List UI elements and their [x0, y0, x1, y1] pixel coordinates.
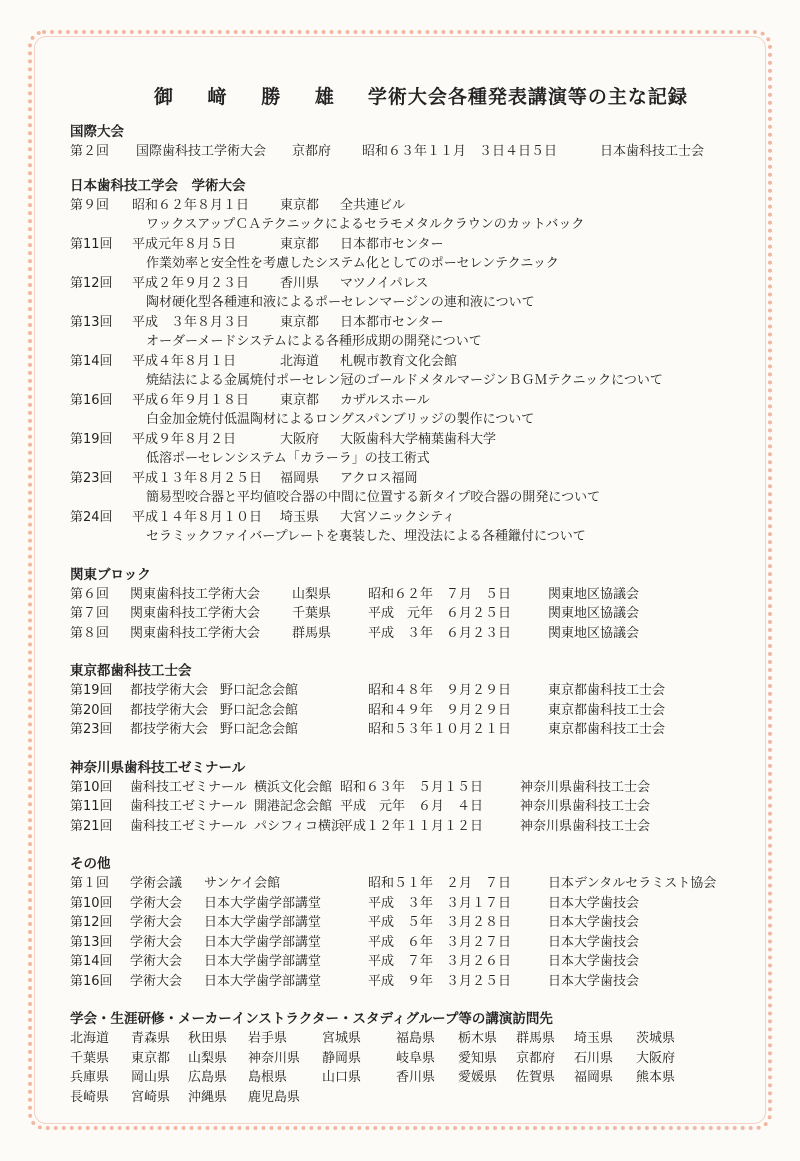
- presentation-no: 第14回: [70, 353, 113, 369]
- record-no: 第７回: [70, 606, 110, 621]
- presentation-venue: カザルスホール: [340, 392, 430, 408]
- presentation-date: 平成２年９月２３日: [132, 275, 250, 291]
- record-row: [70, 933, 750, 953]
- visited-prefecture: 岩手県: [248, 1031, 288, 1046]
- presentation-pref: 大阪府: [280, 431, 320, 447]
- visited-prefecture: 岐阜県: [396, 1050, 436, 1066]
- record-place: 千葉県: [292, 606, 332, 621]
- record-no: 第10回: [70, 779, 113, 795]
- presentation-venue: 札幌市教育文化会館: [340, 353, 458, 369]
- record-date: 昭和６２年 ７月 ５日: [368, 586, 512, 602]
- section-heading-international: 国際大会: [70, 124, 124, 140]
- record-no: 第19回: [70, 683, 113, 698]
- record-date: 平成 元年 ６月 ４日: [340, 799, 484, 814]
- record-no: 第８回: [70, 625, 110, 641]
- record-event: 都技学術大会: [130, 722, 209, 737]
- visited-prefecture: 千葉県: [70, 1050, 110, 1066]
- record-no: 第12回: [70, 915, 113, 930]
- visited-prefecture: 沖縄県: [188, 1089, 228, 1105]
- presentation-venue: 大阪歯科大学楠葉歯科大学: [340, 431, 497, 447]
- record-no: 第２回: [70, 144, 110, 159]
- record-row: [70, 913, 750, 933]
- presentation-pref: 北海道: [280, 353, 320, 369]
- presentation-row: [70, 508, 750, 528]
- record-org: 東京都歯科技工士会: [548, 702, 666, 718]
- record-date: 昭和５１年 ２月 ７日: [368, 876, 512, 891]
- record-date: 昭和６３年１１月 ３日４日５日: [362, 144, 558, 159]
- record-row: [70, 894, 750, 914]
- presentation-date: 平成元年８月５日: [132, 236, 237, 252]
- record-no: 第10回: [70, 895, 113, 911]
- visited-prefecture: 東京都: [131, 1050, 171, 1066]
- record-date: 平成１２年１１月１２日: [340, 818, 484, 834]
- presentation-pref: 東京都: [280, 392, 320, 408]
- presentation-no: 第11回: [70, 236, 113, 252]
- record-row: [70, 817, 750, 837]
- record-org: 日本大学歯技会: [548, 973, 640, 989]
- record-place: 群馬県: [292, 625, 332, 641]
- presentation-venue: 日本都市センター: [340, 314, 444, 330]
- section-heading-other: その他: [70, 856, 111, 872]
- record-org: 日本大学歯技会: [548, 954, 640, 969]
- presentation-pref: 東京都: [280, 314, 320, 330]
- record-place: 日本大学歯学部講堂: [204, 973, 322, 989]
- visit-row: [70, 1049, 750, 1069]
- presentation-no: 第12回: [70, 275, 113, 291]
- record-no: 第14回: [70, 954, 113, 969]
- section-heading-tokyo: 東京都歯科技工士会: [70, 663, 192, 679]
- record-org: 日本大学歯技会: [548, 934, 640, 950]
- record-event: 関東歯科技工学術大会: [130, 586, 261, 602]
- presentation-date: 平成 ３年８月３日: [132, 314, 250, 330]
- record-place: 山梨県: [292, 586, 332, 602]
- presentation-no: 第24回: [70, 509, 113, 525]
- visited-prefecture: 大阪府: [636, 1050, 676, 1066]
- record-date: 昭和４９年 ９月２９日: [368, 702, 512, 718]
- presentation-date: 平成６年９月１８日: [132, 392, 250, 408]
- visited-prefecture: 福島県: [396, 1031, 436, 1046]
- record-place: 日本大学歯学部講堂: [204, 895, 322, 911]
- record-place: 野口記念会館: [220, 722, 299, 737]
- record-no: 第21回: [70, 818, 113, 834]
- visited-prefecture: 静岡県: [322, 1050, 362, 1066]
- presentation-topic: 低溶ポーセレンシステム「カラーラ」の技工術式: [146, 451, 430, 466]
- presentation-date: 平成１４年８月１０日: [132, 509, 263, 525]
- record-event: 学術大会: [130, 954, 183, 969]
- record-event: 歯科技工ゼミナール: [130, 799, 247, 814]
- record-no: 第16回: [70, 973, 113, 989]
- presentation-topic: ワックスアップＣＡテクニックによるセラモメタルクラウンのカットバック: [146, 217, 585, 232]
- record-date: 昭和６３年 ５月１５日: [340, 779, 484, 795]
- visit-row: [70, 1068, 750, 1088]
- presentation-venue: 全共連ビル: [340, 197, 406, 213]
- presentation-pref: 東京都: [280, 236, 320, 252]
- record-org: 神奈川県歯科技工士会: [520, 818, 651, 834]
- presentation-date: 平成４年８月１日: [132, 353, 237, 369]
- record-org: 神奈川県歯科技工士会: [520, 779, 651, 795]
- visited-prefecture: 佐賀県: [516, 1070, 556, 1085]
- presentation-topic: 作業効率と安全性を考慮したシステム化としてのポーセレンテクニック: [146, 256, 559, 271]
- record-row: [70, 797, 750, 817]
- presentation-topic: オーダーメードシステムによる各種形成期の開発について: [146, 334, 482, 349]
- record-no: 第13回: [70, 934, 113, 950]
- record-org: 関東地区協議会: [548, 606, 640, 621]
- presentation-row: [70, 352, 750, 372]
- presentation-pref: 東京都: [280, 197, 320, 213]
- record-row: [70, 874, 750, 894]
- presentation-row: [70, 469, 750, 489]
- record-date: 平成 ７年 ３月２６日: [368, 954, 512, 969]
- visited-prefecture: 秋田県: [188, 1031, 228, 1046]
- record-place: サンケイ会館: [204, 876, 281, 891]
- record-org: 東京都歯科技工士会: [548, 722, 666, 737]
- record-event: 学術会議: [130, 876, 183, 891]
- page-title: [154, 82, 750, 118]
- record-date: 平成 元年 ６月２５日: [368, 606, 512, 621]
- section-heading-kanagawa: 神奈川県歯科技工ゼミナール: [70, 759, 246, 776]
- presentation-venue: 日本都市センター: [340, 236, 444, 252]
- record-event: 歯科技工ゼミナール: [130, 818, 247, 834]
- visited-prefecture: 宮崎県: [131, 1089, 171, 1105]
- record-event: 国際歯科技工学術大会: [136, 144, 267, 159]
- record-org: 関東地区協議会: [548, 586, 640, 602]
- presentation-pref: 埼玉県: [280, 509, 320, 525]
- record-place: 横浜文化会館: [254, 779, 333, 795]
- record-date: 平成 ３年 ６月２３日: [368, 625, 512, 641]
- record-no: 第１回: [70, 876, 110, 891]
- record-no: 第20回: [70, 702, 113, 718]
- presentation-no: 第13回: [70, 314, 113, 330]
- record-date: 平成 ３年 ３月１７日: [368, 895, 512, 911]
- title-text: 学術大会各種発表講演等の主な記録: [367, 86, 688, 108]
- presentation-no: 第16回: [70, 392, 113, 408]
- record-event: 歯科技工ゼミナール: [130, 779, 247, 795]
- presentation-pref: 福岡県: [280, 470, 320, 486]
- record-event: 学術大会: [130, 973, 183, 989]
- record-org: 日本歯科技工士会: [600, 144, 705, 159]
- record-event: 学術大会: [130, 934, 183, 950]
- presentation-row: [70, 274, 750, 294]
- document-body: [70, 82, 750, 1107]
- presentation-topic: セラミックファイバープレートを裏装した、埋没法による各種鑞付について: [146, 529, 586, 544]
- record-event: 関東歯科技工学術大会: [130, 625, 261, 641]
- visited-prefecture: 長崎県: [70, 1089, 110, 1105]
- record-event: 学術大会: [130, 895, 183, 911]
- record-row: [70, 624, 750, 644]
- record-place: 日本大学歯学部講堂: [204, 915, 322, 930]
- section-heading-jsdt: 日本歯科技工学会 学術大会: [70, 177, 246, 194]
- visit-row: [70, 1088, 750, 1108]
- presentation-topic: 焼結法による金属焼付ポーセレン冠のゴールドメタルマージンＢＧＭテクニックについて: [146, 373, 663, 388]
- presentation-date: 昭和６２年８月１日: [132, 197, 250, 213]
- visited-prefecture: 神奈川県: [248, 1050, 301, 1066]
- visited-prefecture: 愛知県: [458, 1050, 498, 1066]
- visited-prefecture: 石川県: [574, 1050, 614, 1066]
- record-event: 都技学術大会: [130, 702, 209, 718]
- visited-prefecture: 茨城県: [636, 1031, 676, 1046]
- visited-prefecture: 京都府: [516, 1050, 556, 1066]
- visited-prefecture: 鹿児島県: [248, 1089, 301, 1105]
- record-event: 学術大会: [130, 915, 183, 930]
- record-date: 平成 ６年 ３月２７日: [368, 934, 512, 950]
- visit-row: [70, 1029, 750, 1049]
- visited-prefecture: 熊本県: [636, 1070, 676, 1085]
- visited-prefecture: 島根県: [248, 1070, 288, 1085]
- visited-prefecture: 群馬県: [516, 1031, 556, 1046]
- visited-prefecture: 宮城県: [322, 1031, 362, 1046]
- record-place: 野口記念会館: [220, 702, 299, 718]
- visited-prefecture: 福岡県: [574, 1070, 614, 1085]
- record-org: 東京都歯科技工士会: [548, 683, 666, 698]
- presentation-date: 平成１３年８月２５日: [132, 470, 263, 486]
- record-no: 第11回: [70, 799, 113, 814]
- section-heading-visits: 学会・生涯研修・メーカーインストラクター・スタディグループ等の講演訪問先: [70, 1011, 553, 1027]
- record-row: [70, 585, 750, 605]
- visited-prefecture: 青森県: [131, 1031, 171, 1046]
- record-date: 平成 ９年 ３月２５日: [368, 973, 512, 989]
- record-row: [70, 972, 750, 992]
- visited-prefecture: 山梨県: [188, 1050, 228, 1066]
- visited-prefecture: 愛媛県: [458, 1070, 498, 1085]
- visited-prefecture: 山口県: [322, 1070, 362, 1085]
- presentation-venue: アクロス福岡: [340, 470, 418, 486]
- presentation-row: [70, 235, 750, 255]
- record-org: 日本大学歯技会: [548, 915, 640, 930]
- record-place: 京都府: [292, 144, 332, 159]
- visited-prefecture: 栃木県: [458, 1031, 498, 1046]
- visited-prefecture: 兵庫県: [70, 1070, 110, 1085]
- record-row: [70, 681, 750, 701]
- record-date: 平成 ５年 ３月２８日: [368, 915, 512, 930]
- presentation-topic: 白金加金焼付低温陶材によるロングスパンブリッジの製作について: [146, 412, 535, 427]
- author-name: 御 﨑 勝 雄: [154, 86, 348, 108]
- record-org: 関東地区協議会: [548, 625, 640, 641]
- presentation-topic: 簡易型咬合器と平均値咬合器の中間に位置する新タイプ咬合器の開発について: [146, 490, 601, 505]
- record-place: 野口記念会館: [220, 683, 299, 698]
- record-place: パシフィコ横浜: [254, 818, 344, 834]
- presentation-pref: 香川県: [280, 275, 320, 291]
- visited-prefecture: 埼玉県: [574, 1031, 614, 1046]
- record-no: 第６回: [70, 586, 110, 602]
- visited-prefecture: 香川県: [396, 1070, 436, 1085]
- record-place: 日本大学歯学部講堂: [204, 954, 322, 969]
- presentation-no: 第19回: [70, 431, 113, 447]
- presentation-row: [70, 391, 750, 411]
- record-row: [70, 701, 750, 721]
- presentation-venue: マツノイパレス: [340, 275, 429, 291]
- section-heading-kanto: 関東ブロック: [70, 566, 151, 583]
- visited-prefecture: 北海道: [70, 1031, 110, 1046]
- presentation-topic: 陶材硬化型各種連和液によるポーセレンマージンの連和液について: [146, 295, 535, 310]
- visited-prefecture: 岡山県: [131, 1070, 171, 1085]
- record-org: 日本大学歯技会: [548, 895, 640, 911]
- record-date: 昭和４８年 ９月２９日: [368, 683, 512, 698]
- record-row: [70, 720, 750, 740]
- record-row: [70, 778, 750, 798]
- record-place: 日本大学歯学部講堂: [204, 934, 322, 950]
- presentation-date: 平成９年８月２日: [132, 431, 237, 447]
- record-row: [70, 952, 750, 972]
- record-no: 第23回: [70, 722, 113, 737]
- record-place: 開港記念会館: [254, 799, 333, 814]
- record-event: 関東歯科技工学術大会: [130, 606, 261, 621]
- presentation-no: 第９回: [70, 197, 110, 213]
- record-date: 昭和５３年１０月２１日: [368, 722, 512, 737]
- record-org: 神奈川県歯科技工士会: [520, 799, 651, 814]
- presentation-row: [70, 196, 750, 216]
- record-row: [70, 142, 750, 162]
- presentation-row: [70, 313, 750, 333]
- record-org: 日本デンタルセラミスト協会: [548, 876, 717, 891]
- presentation-venue: 大宮ソニックシティ: [340, 509, 456, 525]
- record-event: 都技学術大会: [130, 683, 209, 698]
- visited-prefecture: 広島県: [188, 1070, 228, 1085]
- presentation-no: 第23回: [70, 470, 113, 486]
- presentation-row: [70, 430, 750, 450]
- record-row: [70, 604, 750, 624]
